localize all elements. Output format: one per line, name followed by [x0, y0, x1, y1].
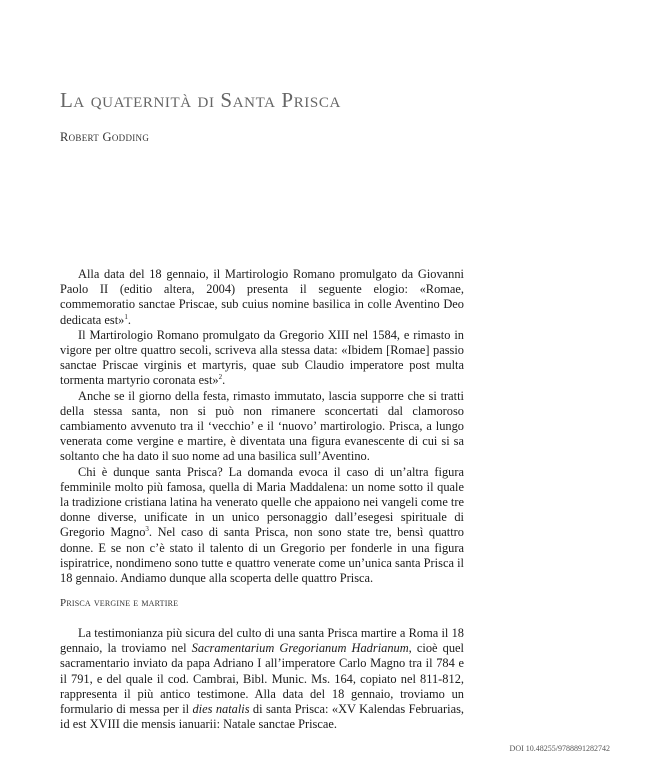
- italic-title: Sacramentarium Gregorianum Hadrianum: [191, 641, 409, 656]
- doi-footer: DOI 10.48255/9788891282742: [509, 744, 610, 753]
- footnote-ref[interactable]: 1: [124, 312, 128, 321]
- paragraph-tail: . Nel caso di santa Prisca, non sono state tre, bensì quattro donne. E se non c’è stato il talento di un Gregorio per fonderle in una figura ispiratrice, nondimeno sono tutte e quattro venerate come un’unica santa Prisca il 18 gennaio. Andiamo dunque alla scoperta delle quattro Prisca.: [60, 525, 464, 586]
- article-body: [60, 267, 464, 586]
- paragraph: [60, 328, 464, 389]
- paragraph-tail: .: [127, 312, 131, 327]
- paragraph: [60, 389, 464, 465]
- paragraph-text: Il Martirologio Romano promulgato da Gregorio XIII nel 1584, e rimasto in vigore per oltre quattro secoli, scriveva alla stessa data: «Ibidem [Romae] passio sanctae Priscae virginis et martyris, quae sub Claudio imperatore post multa tormenta martyrio coronata est»: [60, 327, 464, 388]
- paragraph-text: , cioè quel sacramentario inviato da papa Adriano I all’imperatore Carlo Magno tra il 784 e il 791, e del quale il cod. Cambrai, Bibl. Munic. Ms. 164, copiato nel 811-812, rappresenta il più antico testimone. Alla data del 18 gennaio, troviamo un formulario di messa per il: [60, 641, 465, 717]
- paragraph-tail: .: [222, 373, 226, 388]
- paragraph: [60, 626, 464, 732]
- paragraph-text: La testimonianza più sicura del culto di una santa Prisca martire a Roma il 18 gennaio, la troviamo nel: [60, 626, 464, 656]
- paragraph-text: di santa Prisca: «XV Kalendas Februarias, id est XVIII die mensis ianuarii: Natale sanctae Priscae.: [60, 702, 464, 732]
- italic-term: dies natalis: [192, 702, 250, 717]
- paragraph-text: Anche se il giorno della festa, rimasto immutato, lascia supporre che si tratti della stessa santa, non si può non rimanere sconcertati dal clamoroso cambiamento avvenuto tra il ‘vecchio’ e il ‘nuovo’ martirologio. Prisca, a lungo venerata come vergine e martire, è diventata una figura evanescente di cui si sa soltanto che ha dato il suo nome ad una basilica sull’Aventino.: [60, 388, 464, 464]
- article-title: La quaternità di Santa Prisca: [60, 88, 341, 112]
- footnote-ref[interactable]: 2: [218, 373, 223, 382]
- footnote-ref[interactable]: 3: [145, 525, 149, 534]
- paragraph-text: Alla data del 18 gennaio, il Martirologio Romano promulgato da Giovanni Paolo II (editio altera, 2004) presenta il seguente elogio: «Romae, commemoratio sanctae Priscae, sub cuius nomine basilica in colle Aventino Deo dedicata est»: [60, 267, 464, 327]
- paragraph: [60, 267, 464, 328]
- section-heading: Prisca vergine e martire: [60, 597, 179, 609]
- paragraph: [60, 465, 464, 587]
- paragraph-text: Chi è dunque santa Prisca? La domanda evoca il caso di un’altra figura femminile molto più famosa, quella di Maria Maddalena: un nome sotto il quale la tradizione cristiana latina ha venerato quelle che appaiono nei vangeli come tre donne diverse, unificate in un unico personaggio dall’esegesi spirituale di Gregorio Magno: [60, 464, 464, 540]
- section-body: [60, 626, 464, 732]
- article-author: Robert Godding: [60, 130, 150, 144]
